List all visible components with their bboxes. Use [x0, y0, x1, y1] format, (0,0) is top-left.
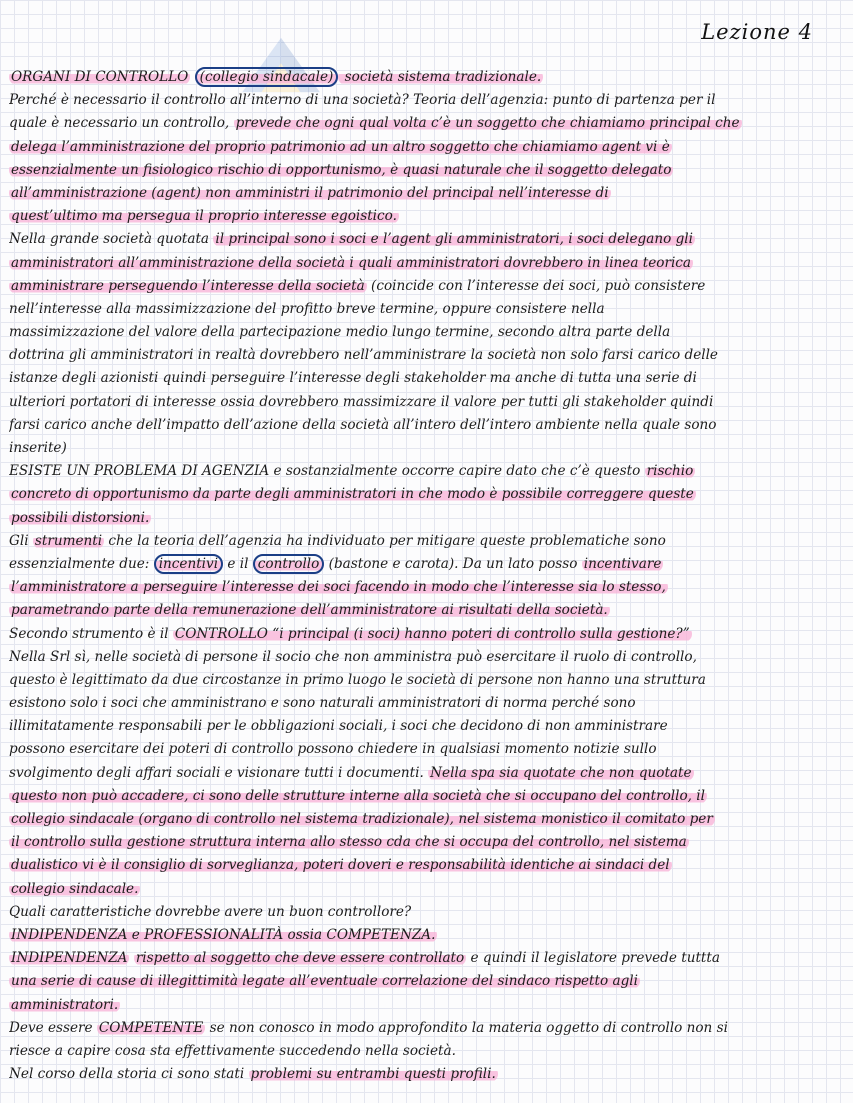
text-line [9, 460, 845, 483]
text-segment: svolgimento degli affari sociali e visionare tutti i documenti. [9, 764, 429, 781]
text-line [9, 692, 845, 715]
highlighted-text: Nella spa sia quotate che non quotate [430, 764, 692, 781]
text-line [9, 970, 845, 993]
text-line [9, 321, 845, 344]
circled-term: (collegio sindacale) [195, 67, 339, 87]
text-segment: Quali caratteristiche dovrebbe avere un buon controllore? [9, 903, 412, 920]
text-segment: esistono solo i soci che amministrano e sono naturali amministratori di norma perché sono [9, 695, 636, 712]
text-line [9, 112, 845, 135]
circled-term: incentivi [154, 554, 223, 574]
highlighted-text: collegio sindacale (organo di controllo nel sistema tradizionale), nel sistema monistico il comitato per [11, 811, 713, 827]
text-line [9, 1063, 845, 1086]
text-segment: nell’interesse alla massimizzazione del profitto breve termine, oppure consistere nella [9, 300, 605, 317]
highlighted-text: ORGANI DI CONTROLLO [11, 69, 189, 85]
text-line [9, 623, 845, 646]
text-line [9, 252, 845, 275]
text-line [9, 66, 845, 89]
highlighted-text: questo non può accadere, ci sono delle strutture interne alla società che si occupano del controllo, il [11, 787, 705, 804]
text-line [9, 785, 845, 808]
text-segment: inserite) [9, 440, 67, 456]
text-segment: che la teoria dell’agenzia ha individuato per mitigare queste problematiche sono [104, 532, 666, 549]
text-line [9, 878, 845, 901]
text-line [9, 182, 845, 205]
highlighted-text: collegio sindacale. [11, 880, 139, 897]
text-segment: Gli [9, 532, 33, 549]
text-line [9, 414, 845, 437]
text-segment: quale è necessario un controllo, [9, 115, 234, 132]
text-segment: Secondo strumento è il [9, 625, 173, 642]
text-line [9, 646, 845, 669]
text-line [9, 205, 845, 228]
text-segment: essenzialmente due: [9, 555, 154, 572]
highlighted-text: rispetto al soggetto che deve essere controllato [135, 950, 465, 967]
text-segment: e quindi il legislatore prevede tuttta [466, 950, 720, 967]
highlighted-text: CONTROLLO “i principal (i soci) hanno poteri di controllo sulla gestione?” [174, 625, 690, 642]
text-segment: riesce a capire cosa sta effettivamente succedendo nella società. [9, 1042, 456, 1059]
highlighted-text: prevede che ogni qual volta c’è un soggetto che chiamiamo principal che [235, 115, 740, 132]
highlighted-text: essenzialmente un fisiologico rischio di opportunismo, è quasi naturale che il soggetto delegato [11, 161, 672, 178]
text-line [9, 367, 845, 390]
highlighted-text: amministratori. [11, 996, 119, 1013]
text-segment: ulteriori portatori di interesse ossia dovrebbero massimizzare il valore per tutti gli stakeholder quindi [9, 393, 714, 410]
text-segment: e il [223, 555, 253, 572]
text-segment: (coincide con l’interesse dei soci, può consistere [366, 277, 706, 294]
text-line [9, 669, 845, 692]
highlighted-text: all’amministrazione (agent) non amministri il patrimonio del principal nell’interesse di [11, 184, 609, 201]
highlighted-text: amministrare perseguendo l’interesse della società [11, 277, 365, 294]
highlighted-text: dualistico vi è il consiglio di sorveglianza, poteri doveri e responsabilità identiche ai sindaci del [11, 857, 670, 874]
highlighted-text: problemi su entrambi questi profili. [250, 1066, 496, 1083]
lesson-title: Lezione 4 [701, 20, 813, 44]
text-line [9, 228, 845, 251]
text-line [9, 994, 845, 1017]
text-line [9, 854, 845, 877]
highlighted-text: COMPETENTE [98, 1019, 204, 1036]
text-line [9, 762, 845, 785]
text-segment: questo è legittimato da due circostanze in primo luogo le società di persone non hanno una struttura [9, 671, 706, 688]
text-segment: (bastone e carota). Da un lato posso [324, 555, 582, 572]
highlighted-text: delega l’amministrazione del proprio patrimonio ad un altro soggetto che chiamiamo agent vi è [11, 138, 670, 155]
text-segment: massimizzazione del valore della partecipazione medio lungo termine, secondo altra parte della [9, 324, 671, 341]
text-line [9, 159, 845, 182]
text-line [9, 483, 845, 506]
highlighted-text: rischio [646, 463, 694, 480]
text-segment: Perché è necessario il controllo all’interno di una società? Teoria dell’agenzia: punto di partenza per il [9, 92, 716, 109]
text-line [9, 136, 845, 159]
highlighted-text: concreto di opportunismo da parte degli amministratori in che modo è possibile correggere queste [11, 486, 694, 503]
note-text [9, 66, 845, 1086]
text-line [9, 808, 845, 831]
text-segment: ESISTE UN PROBLEMA DI AGENZIA e sostanzialmente occorre capire dato che c’è questo [9, 463, 645, 480]
highlighted-text: INDIPENDENZA e PROFESSIONALITÀ ossia COMPETENZA. [11, 926, 436, 943]
text-line [9, 599, 845, 622]
text-segment: se non conosco in modo approfondito la materia oggetto di controllo non si [205, 1019, 728, 1036]
text-line [9, 553, 845, 576]
highlighted-text: INDIPENDENZA [11, 950, 128, 967]
text-segment: farsi carico anche dell’impatto dell’azione della società all’intero dell’intero ambiente nella quale sono [9, 416, 717, 433]
text-segment: possono esercitare dei poteri di controllo possono chiedere in qualsiasi momento notizie sullo [9, 741, 657, 758]
highlighted-text: il principal sono i soci e l’agent gli amministratori, i soci delegano gli [215, 231, 693, 248]
text-segment: dottrina gli amministratori in realtà dovrebbero nell’amministrare la società non solo farsi carico delle [9, 347, 718, 364]
text-line [9, 576, 845, 599]
text-segment: Nella grande società quotata [9, 231, 214, 248]
text-line [9, 831, 845, 854]
text-line [9, 901, 845, 924]
text-line [9, 298, 845, 321]
text-line [9, 344, 845, 367]
text-segment: Nel corso della storia ci sono stati [9, 1066, 249, 1083]
highlighted-text: l’amministratore a perseguire l’interesse dei soci facendo in modo che l’interesse sia lo stesso, [11, 579, 666, 596]
text-line [9, 507, 845, 530]
text-segment [190, 69, 194, 85]
highlighted-text: incentivare [583, 555, 662, 572]
highlighted-text: strumenti [34, 532, 103, 549]
text-line [9, 715, 845, 738]
highlighted-text: società sistema tradizionale. [340, 69, 542, 85]
text-line [9, 738, 845, 761]
text-segment: istanze degli azionisti quindi perseguire l’interesse degli stakeholder ma anche di tutta una serie di [9, 370, 697, 387]
highlighted-text: amministratori all’amministrazione della società i quali amministratori dovrebbero in linea teorica [11, 254, 692, 271]
circled-term: controllo [253, 554, 325, 574]
text-line [9, 530, 845, 553]
highlighted-text: quest’ultimo ma persegua il proprio interesse egoistico. [11, 208, 397, 225]
highlighted-text: il controllo sulla gestione struttura interna allo stesso cda che si occupa del controllo, nel sistema [11, 834, 687, 851]
text-line [9, 275, 845, 298]
text-segment: Nella Srl sì, nelle società di persone il socio che non amministra può esercitare il ruolo di controllo, [9, 648, 697, 665]
text-segment: illimitatamente responsabili per le obbligazioni sociali, i soci che decidono di non amministrare [9, 718, 668, 735]
text-line [9, 1040, 845, 1063]
text-line [9, 1017, 845, 1040]
text-line [9, 437, 845, 460]
highlighted-text: parametrando parte della remunerazione dell’amministratore ai risultati della società. [11, 602, 608, 619]
highlighted-text: una serie di cause di illegittimità legate all’eventuale correlazione del sindaco rispetto agli [11, 973, 638, 990]
text-line [9, 947, 845, 970]
text-segment: Deve essere [9, 1019, 97, 1036]
text-line [9, 391, 845, 414]
text-line [9, 924, 845, 947]
text-line [9, 89, 845, 112]
highlighted-text: possibili distorsioni. [11, 509, 150, 526]
